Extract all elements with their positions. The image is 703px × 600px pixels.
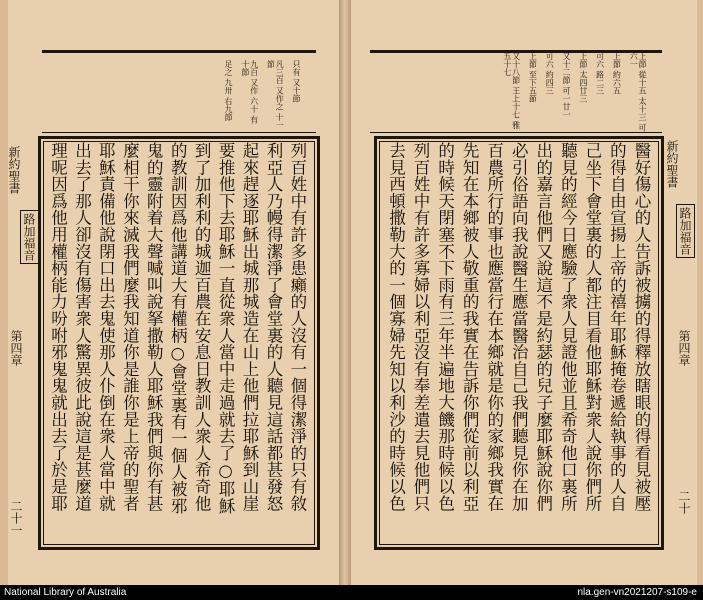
text-column: 百農所行的事也應當行在本鄉就是你的家鄉我實在 bbox=[484, 142, 504, 512]
text-column: 的時候天閉塞不下雨有三年半遍地大饑那時候以色 bbox=[435, 142, 455, 512]
left-header-rule bbox=[42, 50, 316, 53]
text-column: 列百姓中有許多患癩的人沒有一個得潔淨的只有敘 bbox=[287, 142, 307, 512]
text-column: 起來趕逐耶穌出城那城造在山上他們拉耶穌到山崖 bbox=[240, 142, 259, 512]
left-side-page-number: 二十一 bbox=[9, 500, 23, 536]
text-column: 理呢因爲他用權柄能力吩咐邪鬼鬼就出去了於是耶 bbox=[48, 142, 68, 512]
header-note: 又十八節 王上十七 雅五十七 bbox=[502, 52, 521, 130]
header-note: 只有 又十節 bbox=[292, 60, 301, 103]
text-column: 醫好傷心的人告訴被擄的得釋放瞎眼的得看見被壓 bbox=[631, 142, 651, 512]
right-side-book: 路加福音 bbox=[676, 204, 695, 258]
left-side-title: 新約聖書 bbox=[7, 146, 21, 194]
header-note: 上節 至下五節 bbox=[528, 52, 538, 103]
right-header-notes bbox=[386, 52, 646, 132]
text-column: 鬼的靈附着大聲喊叫說拏撒勒人耶穌我們與你有甚 bbox=[144, 142, 164, 512]
header-note: 凡三百 又作之 十一節 bbox=[266, 60, 285, 130]
header-note: 可六 路二三 bbox=[595, 52, 605, 95]
text-column: 聽見的經今日應驗了衆人見證他並且希奇他口裏所 bbox=[558, 142, 578, 512]
footer-credit: National Library of Australia bbox=[4, 587, 127, 598]
footer-identifier: nla.gen-vn2021207-s109-e bbox=[577, 587, 697, 598]
text-column: 去見西頓撒勒大的一個寡婦先知以利沙的時候以色 bbox=[386, 142, 406, 512]
left-side-chapter: 第四章 bbox=[9, 330, 23, 366]
header-note: 可六 約四三 bbox=[545, 52, 555, 95]
header-note: 上節 從十五 太十三 可六一 bbox=[629, 52, 647, 132]
left-header-rule-bottom bbox=[42, 132, 316, 133]
text-column: 麼相干你來滅我們麼我知道你是誰你是上帝的聖者 bbox=[120, 142, 140, 512]
text-column: 出去了那人卻沒有傷害衆人驚異彼此說這是甚麼道 bbox=[72, 142, 92, 512]
text-column: 到了加利利的城迦百農在安息日教訓人衆人希奇他 bbox=[192, 142, 212, 512]
text-column: 出的嘉言他們又說這不是約瑟的兒子麼耶穌說你們 bbox=[533, 142, 553, 512]
text-column: 耶穌責備他說閉口出去鬼使那人仆倒在衆人當中就 bbox=[96, 142, 116, 512]
text-column: 的得自由宣揚上帝的禧年耶穌掩卷遞給執事的人自 bbox=[607, 142, 627, 512]
right-text-body bbox=[384, 142, 652, 542]
text-column: 要推他下去耶穌一直從衆人當中走過就去了○耶穌 bbox=[216, 142, 236, 515]
right-side-page-number: 二十 bbox=[677, 490, 691, 514]
text-column: 列百姓中有許多寡婦以利亞沒有奉差遣去見他們只 bbox=[411, 142, 431, 512]
header-note: 足之 九卅 右九節 bbox=[224, 60, 234, 122]
header-note: 上節 約六五 bbox=[612, 52, 622, 95]
footer-bar bbox=[0, 585, 703, 600]
left-text-body bbox=[46, 142, 308, 542]
left-header-notes bbox=[80, 60, 300, 130]
text-column: 利亞人乃幔得潔淨了會堂裏的人聽見這話都甚發怒 bbox=[263, 142, 283, 512]
header-note: 又十二節 可一廿一 bbox=[562, 52, 572, 119]
book-spine bbox=[339, 0, 351, 585]
right-side-title: 新約聖書 bbox=[665, 140, 679, 188]
right-side-chapter: 第四章 bbox=[677, 330, 691, 366]
header-note: 九百 又作 六十 有十節 bbox=[240, 60, 259, 124]
left-side-book: 路加福音 bbox=[20, 210, 39, 264]
text-column: 己坐下會堂裏的人都注目看他耶穌對衆人說你們所 bbox=[582, 142, 602, 512]
header-note: 上節 太四廿三 bbox=[578, 52, 588, 103]
text-column: 必引俗語向我說醫生應當醫治自己我們聽見你在加 bbox=[509, 142, 529, 512]
text-column: 先知在本鄉被人敬重的我實在告訴你們從前以利亞 bbox=[460, 142, 480, 512]
text-column: 的教訓因爲他講道大有權柄○會堂裏有一個人被邪 bbox=[168, 142, 188, 515]
right-header-rule-bottom bbox=[370, 132, 662, 133]
